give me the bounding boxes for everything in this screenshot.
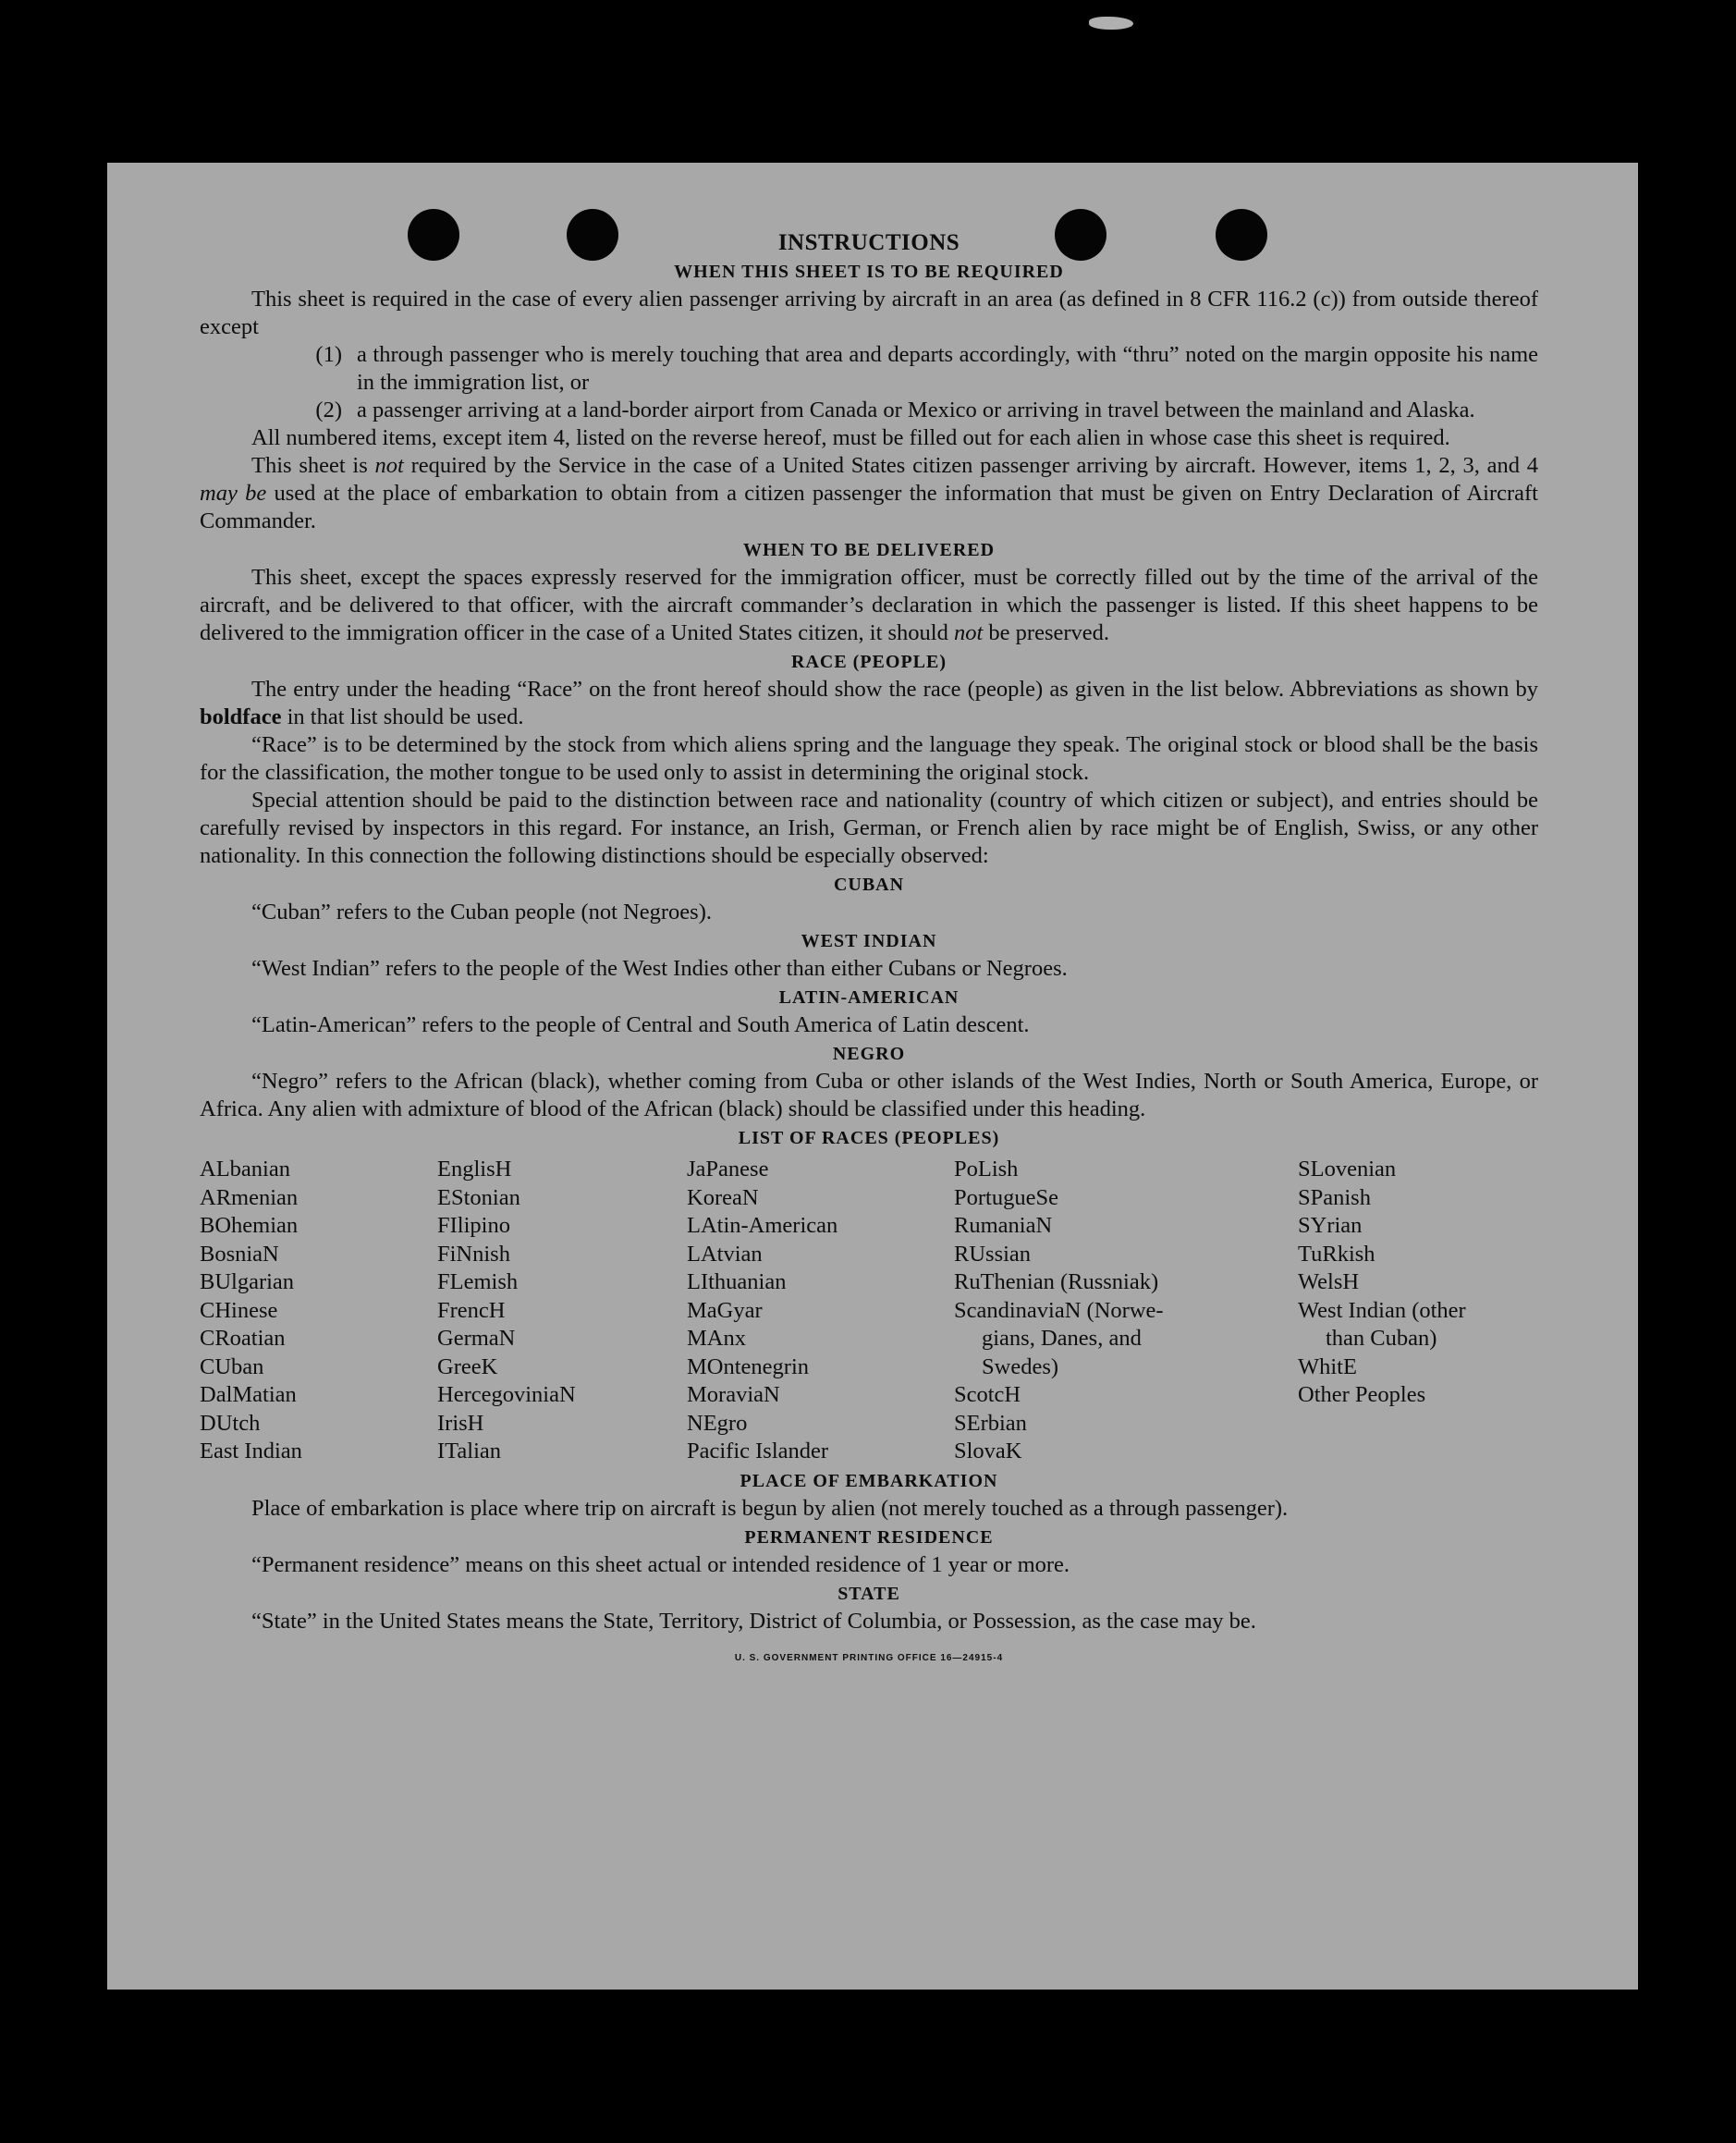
- embarkation-text: Place of embarkation is place where trip on aircraft is begun by alien (not merely touched as a through passenger).: [251, 1495, 1289, 1521]
- race-entry: SPanish: [1298, 1184, 1371, 1210]
- race-entry: GreeK: [437, 1353, 498, 1379]
- section-heading-required: WHEN THIS SHEET IS TO BE REQUIRED: [674, 262, 1064, 282]
- section-heading-residence: PERMANENT RESIDENCE: [744, 1526, 994, 1548]
- scan-speck: [1089, 17, 1133, 30]
- exception-number: (1): [315, 342, 342, 367]
- race-entry: Swedes): [982, 1353, 1059, 1379]
- race-entry: LAtin-American: [687, 1213, 838, 1238]
- printing-office-imprint: U. S. GOVERNMENT PRINTING OFFICE 16—24915-4: [734, 1652, 1004, 1663]
- race-entry: SLovenian: [1298, 1157, 1397, 1182]
- race-entry: East Indian: [200, 1439, 302, 1463]
- races-column: [954, 1156, 1298, 1466]
- section-heading-delivered: WHEN TO BE DELIVERED: [742, 540, 996, 560]
- race-entry: NEgro: [687, 1410, 748, 1436]
- race-entry: ARmenian: [200, 1184, 299, 1210]
- document-sheet: [107, 163, 1638, 1990]
- residence-text: “Permanent residence” means on this sheet actual or intended residence of 1 year or more.: [251, 1551, 1070, 1577]
- exception-text: a through passenger who is merely touching that area and departs accordingly, with “thru” noted on the margin opposite his name in the immigration list, or: [357, 342, 1538, 395]
- race-entry: MaGyar: [687, 1297, 763, 1323]
- exception-text: a passenger arriving at a land-border airport from Canada or Mexico or arriving in travel between the mainland and Alaska.: [357, 398, 1475, 422]
- race-entry: FrencH: [437, 1297, 506, 1323]
- race-entry: FiNnish: [437, 1241, 510, 1267]
- race-entry: PoLish: [954, 1157, 1019, 1182]
- races-list: [200, 1156, 1538, 1466]
- races-column: [437, 1156, 687, 1466]
- race-entry: DUtch: [200, 1410, 261, 1436]
- race-entry: WhitE: [1298, 1353, 1357, 1379]
- section-heading-embarkation: PLACE OF EMBARKATION: [740, 1470, 998, 1491]
- race-entry: ScotcH: [954, 1382, 1021, 1407]
- delivered-text: This sheet, except the spaces expressly reserved for the immigration officer, must be correctly filled out by the time of the arrival of the aircraft, and be delivered to that officer, with the aircraft commander’s declaration in which the passenger is listed. If this sheet happens to be delivered to the immigration officer in the case of a United States citizen, it should not be preserved.: [200, 565, 1538, 645]
- race-entry: than Cuban): [1326, 1326, 1437, 1351]
- exception-number: (2): [315, 398, 342, 422]
- race-entry: PortugueSe: [954, 1184, 1058, 1210]
- races-column: [1298, 1156, 1538, 1466]
- race-entry: SYrian: [1298, 1213, 1363, 1238]
- race-entry: LAtvian: [687, 1241, 763, 1267]
- race-entry: Pacific Islander: [687, 1439, 829, 1463]
- race-entry: BosniaN: [200, 1241, 279, 1267]
- race-entry: LIthuanian: [687, 1269, 787, 1294]
- race-entry: FIlipino: [437, 1213, 510, 1238]
- exception-item: [200, 341, 1538, 397]
- race-entry: EStonian: [437, 1184, 520, 1210]
- race-entry: KoreaN: [687, 1184, 759, 1210]
- race-entry: RumaniaN: [954, 1213, 1053, 1238]
- latin-american-text: “Latin-American” refers to the people of Central and South America of Latin descent.: [251, 1012, 1030, 1037]
- negro-text: “Negro” refers to the African (black), whether coming from Cuba or other islands of the West Indies, North or South America, Europe, or Africa. Any alien with admixture of blood of the African (black) should be classified under this heading.: [200, 1069, 1538, 1121]
- west-indian-text: “West Indian” refers to the people of the West Indies other than either Cubans or Negroes.: [251, 956, 1068, 981]
- race-entry: WelsH: [1298, 1269, 1360, 1294]
- race-entry: RuThenian (Russniak): [954, 1269, 1159, 1294]
- state-text: “State” in the United States means the State, Territory, District of Columbia, or Possession, as the case may be.: [251, 1608, 1256, 1634]
- race-entry: GermaN: [437, 1326, 516, 1351]
- race-entry: MAnx: [687, 1326, 746, 1351]
- race-entry: TuRkish: [1298, 1241, 1375, 1267]
- race-entry: SErbian: [954, 1410, 1027, 1436]
- race-entry: ALbanian: [200, 1157, 290, 1182]
- race-entry: EnglisH: [437, 1157, 512, 1182]
- race-entry: JaPanese: [687, 1157, 769, 1182]
- race-para-stock: “Race” is to be determined by the stock from which aliens spring and the language they speak. The original stock or blood shall be the basis for the classification, the mother tongue to be used only to assist in determining the original stock.: [200, 732, 1538, 785]
- section-heading-races-list: LIST OF RACES (PEOPLES): [738, 1128, 1000, 1148]
- race-entry: ScandinaviaN (Norwe-: [954, 1297, 1164, 1323]
- section-heading-latin-american: LATIN-AMERICAN: [778, 987, 960, 1008]
- races-column: [687, 1156, 954, 1466]
- race-entry: West Indian (other: [1298, 1297, 1466, 1323]
- race-entry: gians, Danes, and: [982, 1326, 1142, 1351]
- instructions-content: [200, 227, 1538, 1672]
- section-heading-state: STATE: [837, 1583, 900, 1604]
- race-para-entry: The entry under the heading “Race” on the front hereof should show the race (people) as given in the list below. Abbreviations as shown by boldface in that list should be used.: [200, 677, 1538, 729]
- race-entry: RUssian: [954, 1241, 1032, 1267]
- section-heading-cuban: CUBAN: [833, 875, 905, 895]
- race-entry: MoraviaN: [687, 1382, 780, 1407]
- required-para-items: All numbered items, except item 4, listed on the reverse hereof, must be filled out for each alien in whose case this sheet is required.: [251, 425, 1450, 450]
- race-para-distinction: Special attention should be paid to the distinction between race and nationality (country of which citizen or subject), and entries should be carefully revised by inspectors in this regard. For instance, an Irish, German, or French alien by race might be of English, Swiss, or any other nationality. In this connection the following distinctions should be especially observed:: [200, 788, 1538, 868]
- race-entry: Other Peoples: [1298, 1382, 1426, 1407]
- page-title: INSTRUCTIONS: [777, 230, 960, 255]
- section-heading-race: RACE (PEOPLE): [791, 652, 947, 672]
- race-entry: FLemish: [437, 1269, 519, 1294]
- section-heading-negro: NEGRO: [832, 1044, 906, 1064]
- races-column: [200, 1156, 437, 1466]
- race-entry: MOntenegrin: [687, 1353, 809, 1379]
- race-entry: SlovaK: [954, 1439, 1022, 1463]
- race-entry: BUlgarian: [200, 1269, 295, 1294]
- race-entry: DalMatian: [200, 1382, 297, 1407]
- required-para-citizen: This sheet is not required by the Service in the case of a United States citizen passenger arriving by aircraft. However, items 1, 2, 3, and 4 may be used at the place of embarkation to obtain from a citizen passenger the information that must be given on Entry Declaration of Aircraft Commander.: [200, 453, 1538, 533]
- exception-item: [200, 397, 1538, 424]
- race-entry: IrisH: [437, 1410, 484, 1436]
- required-intro: This sheet is required in the case of every alien passenger arriving by aircraft in an area (as defined in 8 CFR 116.2 (c)) from outside thereof except: [200, 287, 1538, 339]
- race-entry: BOhemian: [200, 1213, 299, 1238]
- cuban-text: “Cuban” refers to the Cuban people (not Negroes).: [251, 900, 712, 925]
- race-entry: CHinese: [200, 1297, 278, 1323]
- race-entry: CRoatian: [200, 1326, 286, 1351]
- section-heading-west-indian: WEST INDIAN: [801, 931, 937, 951]
- race-entry: ITalian: [437, 1439, 502, 1463]
- race-entry: HercegoviniaN: [437, 1382, 576, 1407]
- race-entry: CUban: [200, 1353, 264, 1379]
